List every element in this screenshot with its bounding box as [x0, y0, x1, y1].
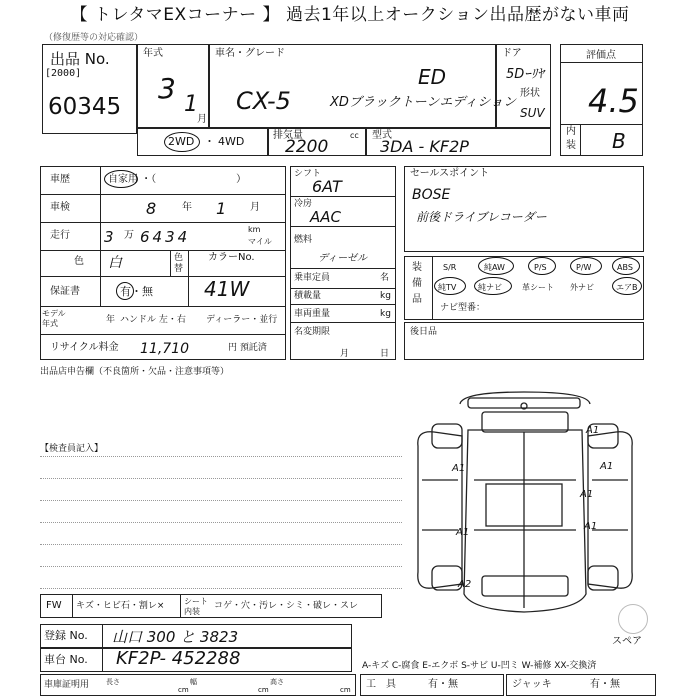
model-year-small-label-1: モデル [42, 309, 66, 318]
name-change-day: 日 [380, 349, 390, 359]
equipment-label-2: 備 [412, 278, 422, 289]
registration-value: 山口 300 と 3823 [112, 628, 239, 646]
drive-box [137, 128, 268, 156]
model-year-small-handle: ハンドル 左・右 [120, 315, 186, 325]
equip-abs: ABS [617, 263, 633, 272]
jack-value: 有・無 [590, 679, 620, 690]
spare-label: スペア [612, 636, 642, 647]
recycle-unit: 円 預託済 [228, 343, 267, 353]
displacement-unit: cc [350, 131, 359, 140]
damage-mark-5: A1 [456, 527, 470, 538]
damage-mark-4: A1 [580, 489, 594, 500]
weight-label: 車両重量 [294, 309, 331, 319]
equip-aw: 純AW [484, 263, 505, 272]
car-name-value: CX-5 [236, 87, 291, 115]
equip-leather: 革シート [522, 283, 554, 292]
equipment-label-1: 装 [412, 262, 422, 273]
cert-length: 長さ [106, 678, 120, 686]
load-unit: kg [380, 291, 391, 301]
color-change-label-1: 色 [174, 253, 184, 263]
warranty-value: 有・無 [120, 285, 153, 298]
inspector-label: 【検査員記入】 [40, 444, 104, 454]
inspection-month-unit: 月 [250, 202, 260, 213]
registration-label: 登録 No. [44, 629, 88, 642]
door-value: 5Dｰﾘﾔ [506, 67, 544, 82]
damage-mark-7: A2 [458, 579, 472, 590]
damage-mark-6: A1 [584, 521, 598, 532]
capacity-label: 乗車定員 [294, 273, 331, 283]
chassis-label: 車台 No. [44, 653, 88, 666]
fw-seat-label-2: 内装 [184, 607, 200, 616]
color-value: 白 [108, 255, 122, 271]
top-note: （修復歴等の対応確認） [44, 33, 144, 43]
lot-label: 出品 No. [50, 50, 110, 68]
weight-unit: kg [380, 309, 391, 319]
inspection-month: 1 [216, 199, 227, 218]
mileage-man-unit: 万 [124, 230, 134, 241]
history-label: 車歴 [50, 174, 70, 185]
color-change-label-2: 替 [174, 264, 184, 274]
cert-height: 高さ [270, 678, 284, 686]
car-name-label: 車名・グレード [215, 48, 285, 59]
cert-cm-2: cm [258, 686, 269, 694]
inspection-label: 車検 [50, 202, 70, 213]
recycle-value: 11,710 [140, 341, 189, 357]
seller-notes-label: 出品店申告欄（不良箇所・欠品・注意事項等） [40, 367, 230, 377]
equipment-label-3: 品 [412, 294, 422, 305]
fw-label: FW [46, 600, 62, 611]
post-item-label: 後日品 [410, 327, 438, 337]
car-grade-short: ED [418, 65, 447, 89]
displacement-label: 排気量 [273, 130, 303, 141]
warranty-label: 保証書 [50, 286, 80, 297]
ac-value: AAC [310, 208, 341, 226]
damage-mark-1: A1 [586, 425, 600, 436]
interior-label-1: 内 [566, 126, 576, 137]
fw-value: キズ・ヒビ石・割レ× [76, 601, 165, 611]
color-no-value: 41W [204, 277, 250, 301]
fuel-label: 燃料 [294, 235, 313, 245]
tools-label: 工 具 [366, 679, 396, 690]
sales-point-line1: BOSE [412, 187, 451, 203]
chassis-value: KF2P- 452288 [116, 648, 241, 669]
lot-number: 60345 [48, 94, 122, 120]
model-year-value: 3 [158, 72, 176, 105]
name-change-month: 月 [340, 349, 350, 359]
recycle-label: リサイクル料金 [50, 342, 119, 353]
history-value: 自家用 ・（ ） [108, 174, 247, 185]
equip-pw: P/W [576, 263, 592, 272]
equip-sr: S/R [443, 263, 457, 272]
fw-seat-value: コゲ・穴・汚レ・シミ・破レ・スレ [214, 601, 359, 611]
cert-cm-1: cm [178, 686, 189, 694]
mileage-man: 3 [104, 228, 114, 246]
car-diagram [402, 380, 648, 620]
mileage-rest: 6434 [140, 228, 191, 246]
score-label: 評価点 [586, 50, 616, 61]
equip-navi-model: ナビ型番： [440, 303, 486, 313]
lot-year-tag: [2000] [45, 68, 82, 79]
body-shape-label: 形状 [520, 88, 540, 99]
model-code-value: 3DA - KF2P [380, 137, 469, 156]
car-grade-value: XDブラックトーンエディション [330, 95, 517, 110]
interior-label-2: 装 [566, 140, 576, 151]
model-year-month-value: 1 [184, 92, 198, 117]
drive-4wd: 4WD [218, 135, 245, 148]
spare-circle [618, 604, 648, 634]
score-value: 4.5 [588, 82, 639, 120]
cert-cm-3: cm [340, 686, 351, 694]
equip-airbag: エアB [616, 283, 638, 292]
sales-point-label: セールスポイント [410, 168, 490, 179]
ac-label: 冷房 [294, 199, 313, 209]
body-shape-value: SUV [520, 106, 545, 120]
banner-title: 【 トレタマEXコーナー 】 過去1年以上オークション出品歴がない車両 [0, 0, 700, 30]
color-label: 色 [74, 256, 84, 267]
mileage-label: 走行 [50, 230, 70, 241]
sales-point-line2: 前後ドライブレコーダー [416, 210, 547, 224]
fuel-value: ディーゼル [318, 253, 367, 264]
equip-ps: P/S [534, 263, 547, 272]
post-item-box [404, 322, 644, 360]
name-change-label: 名変期限 [294, 327, 331, 337]
jack-label: ジャッキ [512, 679, 552, 690]
equip-ext-navi: 外ナビ [570, 283, 594, 292]
fw-seat-label-1: シート [184, 597, 208, 606]
cert-label: 車庫証明用 [44, 680, 90, 690]
mileage-unit-km: km [248, 225, 261, 234]
mileage-unit-mile: マイル [248, 237, 272, 246]
drive-2wd: 2WD [168, 135, 195, 148]
capacity-unit: 名 [380, 273, 390, 283]
model-year-small-year: 年 [106, 315, 116, 325]
shift-value: 6AT [312, 177, 342, 196]
damage-legend: A-キズ C-腐食 E-エクボ S-サビ U-凹ミ W-補修 XX-交換済 [362, 661, 597, 671]
color-no-label: カラーNo. [208, 252, 255, 263]
model-code-label: 型式 [372, 130, 392, 141]
drive-separator: ・ [204, 135, 215, 148]
tools-value: 有・無 [428, 679, 458, 690]
interior-value: B [612, 129, 626, 153]
shift-label: シフト [294, 169, 322, 179]
cert-width: 幅 [190, 678, 197, 686]
equip-tv: 純TV [438, 283, 457, 292]
model-year-small-dealer: ディーラー・並行 [206, 315, 278, 325]
inspection-year-unit: 年 [182, 202, 192, 213]
displacement-value: 2200 [285, 137, 329, 157]
damage-mark-3: A1 [600, 461, 614, 472]
door-label: ドア [502, 48, 522, 59]
inspection-year: 8 [146, 199, 157, 218]
model-year-small-label-2: 年式 [42, 319, 58, 328]
model-year-label: 年式 [143, 48, 163, 59]
damage-mark-2: A1 [452, 463, 466, 474]
equip-navi: 純ナビ [478, 283, 502, 292]
model-year-month-unit: 月 [197, 114, 207, 125]
load-label: 積載量 [294, 291, 322, 301]
